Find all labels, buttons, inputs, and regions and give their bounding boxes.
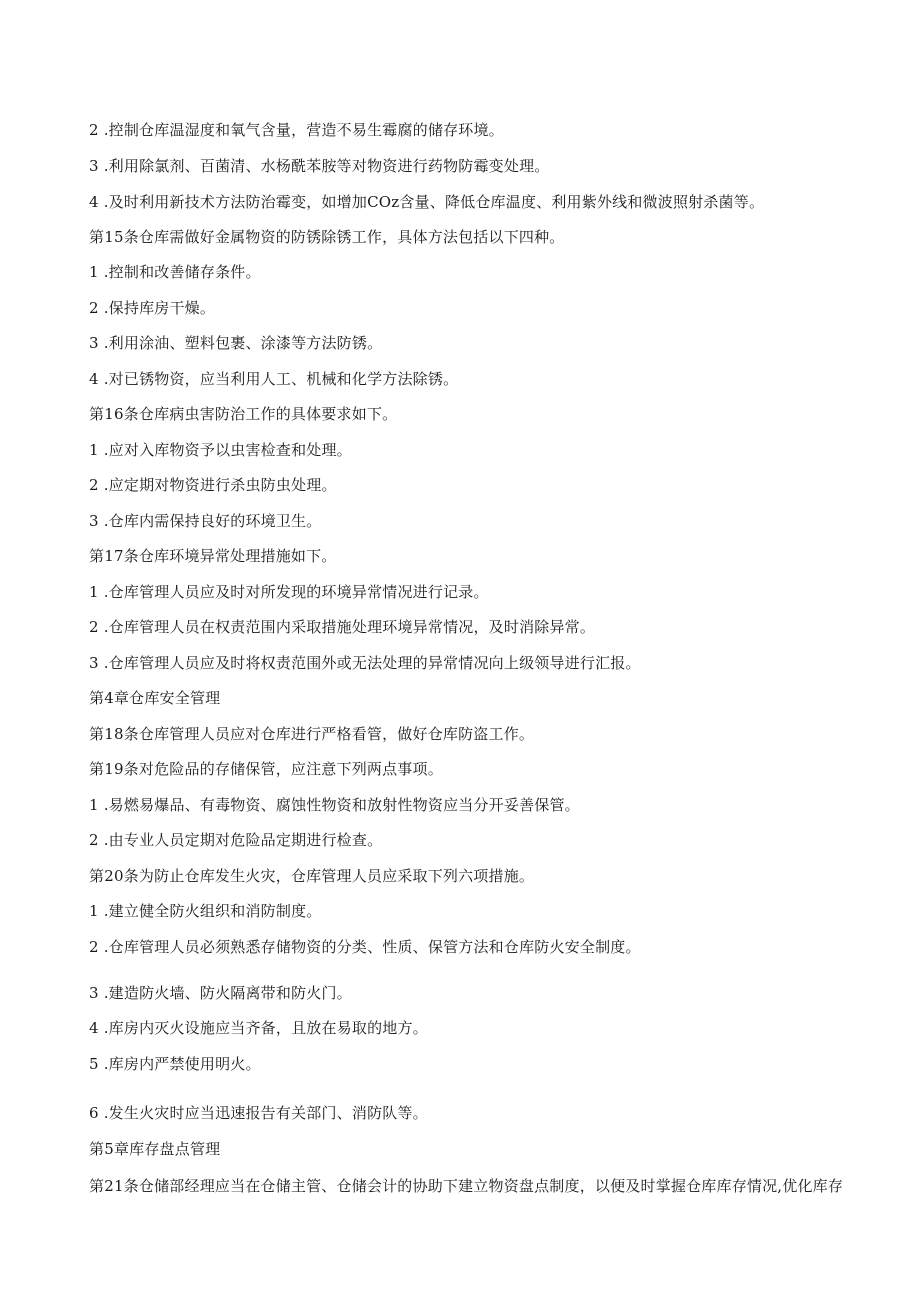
chapter-heading: 第4章仓库安全管理 [89, 689, 221, 707]
list-item: 3 .仓库管理人员应及时将权责范围外或无法处理的异常情况向上级领导进行汇报。 [89, 654, 641, 672]
list-item: 6 .发生火灾时应当迅速报告有关部门、消防队等。 [89, 1104, 428, 1122]
article-heading: 第15条仓库需做好金属物资的防锈除锈工作，具体方法包括以下四种。 [89, 228, 565, 246]
list-item: 4 .库房内灭火设施应当齐备，且放在易取的地方。 [89, 1019, 428, 1037]
list-item: 2 .控制仓库温湿度和氧气含量，营造不易生霉腐的储存环境。 [89, 121, 504, 139]
article-heading: 第16条仓库病虫害防治工作的具体要求如下。 [89, 405, 398, 423]
list-item: 2 .仓库管理人员必须熟悉存储物资的分类、性质、保管方法和仓库防火安全制度。 [89, 938, 641, 956]
list-item: 1 .建立健全防火组织和消防制度。 [89, 902, 322, 920]
list-item: 3 .利用除氯剂、百菌清、水杨酰苯胺等对物资进行药物防霉变处理。 [89, 157, 550, 175]
list-item: 4 .对已锈物资，应当利用人工、机械和化学方法除锈。 [89, 370, 459, 388]
article-heading: 第19条对危险品的存储保管，应注意下列两点事项。 [89, 760, 443, 778]
list-item: 5 .库房内严禁使用明火。 [89, 1055, 261, 1073]
list-item: 2 .应定期对物资进行杀虫防虫处理。 [89, 476, 337, 494]
article-heading: 第20条为防止仓库发生火灾，仓库管理人员应采取下列六项措施。 [89, 867, 535, 885]
list-item: 2 .由专业人员定期对危险品定期进行检查。 [89, 831, 383, 849]
list-item: 1 .易燃易爆品、有毒物资、腐蚀性物资和放射性物资应当分开妥善保管。 [89, 796, 580, 814]
list-item: 3 .建造防火墙、防火隔离带和防火门。 [89, 984, 352, 1002]
list-item: 4 .及时利用新技术方法防治霉变，如增加COz含量、降低仓库温度、利用紫外线和微波照射杀菌等。 [89, 193, 765, 211]
list-item: 1 .仓库管理人员应及时对所发现的环境异常情况进行记录。 [89, 583, 489, 601]
article-heading: 第17条仓库环境异常处理措施如下。 [89, 547, 337, 565]
list-item: 1 .控制和改善储存条件。 [89, 263, 261, 281]
chapter-heading: 第5章库存盘点管理 [89, 1140, 221, 1158]
list-item: 2 .保持库房干燥。 [89, 299, 216, 317]
list-item: 1 .应对入库物资予以虫害检查和处理。 [89, 441, 352, 459]
article-heading: 第18条仓库管理人员应对仓库进行严格看管，做好仓库防盗工作。 [89, 725, 535, 743]
list-item: 2 .仓库管理人员在权责范围内采取措施处理环境异常情况，及时消除异常。 [89, 618, 596, 636]
list-item: 3 .仓库内需保持良好的环境卫生。 [89, 512, 322, 530]
article-heading: 第21条仓储部经理应当在仓储主管、仓储会计的协助下建立物资盘点制度，以便及时掌握仓库库存情况,优化库存 [89, 1177, 844, 1195]
list-item: 3 .利用涂油、塑料包裹、涂漆等方法防锈。 [89, 334, 383, 352]
